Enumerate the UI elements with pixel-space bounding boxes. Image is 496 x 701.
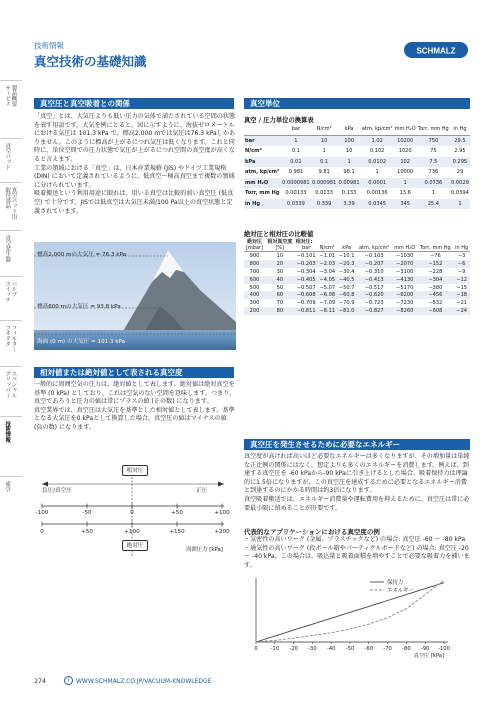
table2-cell: −10.1 (338, 252, 355, 259)
section-text-energy: 真空度が高ければ高いほど必要なエネルギーは多くなりますが、その増加量は単純な正比例の関係にはなく、想定よりも多くのエネルギーを消費します。例えば、到達する真空圧を -60 kPaから-90 kPaに引き上げるとした場合、吸着保持力は理論的に1.5倍になりますが、この真空圧を達成するために必要となるエネルギー消費と到達するのにかかる時間は約3倍になります。 真空吸着搬送では、エネルギー消費量や運転費用を抑えるために、真空圧は常に必要最小限に留めることが肝要です。 (244, 453, 470, 512)
chart-x-tick-label: -30 (308, 646, 317, 652)
table-row (244, 307, 470, 315)
table1-cell: 0.295 (450, 157, 470, 168)
table1-cell: 0.0029 (450, 178, 470, 189)
table-row (244, 167, 470, 178)
side-tab[interactable] (0, 366, 22, 416)
table1-cell: 750 (417, 135, 450, 146)
table2-cell: −0.517 (364, 284, 384, 291)
table2-cell: 80 (265, 307, 295, 315)
table2-cell: −7.09 (319, 300, 336, 307)
page-title: 真空技術の基礎知識 (34, 54, 147, 69)
table2-cell: 800 (244, 260, 265, 268)
table1-cell: 0.0736 (417, 178, 450, 189)
table2-cell: 900 (249, 252, 260, 259)
table1-cell: 1 (431, 190, 435, 197)
table1-cell: 10200 (394, 135, 417, 146)
table1-header-cell (244, 124, 281, 135)
footer-link[interactable]: WWW.SCHMALZ.CO.JP/VACUUM-KNOWLEDGE (76, 678, 212, 685)
table2-cell: −456 (417, 291, 453, 299)
table1-cell: 0.981 (288, 169, 304, 176)
table1-header-cell: atm, kp/cm² (361, 124, 394, 135)
table2-group-header: 相対圧: (295, 239, 313, 245)
table2-cell: −5170 (396, 284, 414, 291)
table1-cell: 3.39 (337, 199, 360, 210)
ambient-pressure-label: 周囲圧力 [kPa] (186, 547, 223, 553)
table1-header-cell: bar (281, 124, 311, 135)
table1-cell: 1.02 (361, 135, 394, 146)
table2-cell: −76 (429, 252, 441, 259)
table2-cell: 50 (276, 284, 284, 291)
chart-x-tick-label: 0 (254, 646, 258, 652)
table1-cell: 0.102 (369, 148, 385, 155)
table1-cell: 1 (450, 199, 470, 210)
table2-cell: −21 (456, 300, 468, 307)
table2-cell: −0.413 (356, 276, 392, 284)
side-tab[interactable] (0, 416, 22, 476)
chart-x-tick-label: -40 (326, 646, 336, 652)
table2-cell: −70.9 (338, 300, 355, 307)
table1-cell: 0.339 (311, 199, 338, 210)
side-tab-label: スペシャル グリッパー (4, 371, 17, 398)
table2-group-header: 絶対圧 (246, 239, 262, 245)
table2-cell: −6200 (392, 291, 417, 299)
side-tab[interactable] (0, 80, 22, 138)
chart-x-tick-label: -90 (420, 646, 430, 652)
absolute-pressure-box: 絶対圧 (122, 540, 148, 551)
table2-cell: 70 (276, 300, 284, 307)
table2-cell: −2070 (392, 260, 417, 268)
table1-cell: 10 (345, 148, 353, 155)
table2-cell: −18 (453, 291, 470, 299)
table2-cell: −0.304 (296, 268, 316, 275)
table-row (244, 146, 470, 157)
table2-cell: −8.11 (319, 308, 336, 315)
table1-header-cell: kPa (337, 124, 360, 135)
table2-cell: −0.405 (295, 276, 318, 284)
table2-cell: −0.507 (296, 284, 316, 291)
table2-cell: −0.310 (364, 268, 384, 275)
table2-cell: −0.620 (356, 291, 392, 299)
scale-tick-label: +50 (81, 529, 93, 535)
side-tab[interactable] (0, 138, 22, 182)
table1-cell: 0.0001 (361, 178, 394, 189)
application-item: ・気密性の高いワーク (金属、プラスチックなど) の場合: 真空圧 -60 ～ -80 kPa (244, 536, 466, 543)
table1-cell: 0.000981 (311, 178, 338, 189)
side-tab-label: 真空パッド用 取付部品 (4, 187, 17, 220)
table1-cell: 0.0394 (451, 190, 469, 197)
table1-header-cell: mm H₂O (394, 124, 417, 135)
scale-tick-label: +50 (171, 510, 183, 516)
scale-tick-label: +100 (124, 529, 140, 535)
table2-group-header: 相対真空度 (267, 239, 293, 245)
table2-cell: −6.08 (319, 292, 336, 299)
table1-cell: 75 (430, 148, 437, 155)
section-title-energy: 真空圧を発生させるために必要なエネルギー (244, 439, 470, 450)
table1-cell: 0.0000981 (281, 178, 311, 189)
chart-x-tick-label: -10 (270, 646, 280, 652)
section-title-vacuum-units: 真空単位 (244, 98, 470, 109)
table2-header-cell: mm H₂O (392, 245, 417, 252)
section-text-vacuum-relation: 「真空」とは、大気圧よりも低い圧力の気体で満たされている空間の状態を表す用語です。大気を例にとると、図に示すように、海抜ゼロメートルにおける気圧は 101.3 kPa で、標高2,000 mでは気圧は76.3 kPaしかありません。このように標高が上がるにつれ気圧は低くなります。これと同時に、単位空間での圧力状態で気圧が上がるにつれ空間の真空度が高くなると言えます。 工業の領域における「真空」は、日本産業規格 (JIS) やドイツ工業規格 (DIN) において定義されているように、低真空～極高真空まで複数の領域に分けられています。 吸着搬送という利用用途に限れば、用いる真空は比較的弱い真空圧 (低真空) で十分です。JISでは低真空は大気圧未満/100 Pa以上の真空状態と定義されています。 (34, 113, 236, 215)
table1-cell: 736 (428, 169, 439, 176)
table2-cell: −228 (428, 268, 443, 275)
chart-legend-label: エネルギー (387, 588, 414, 594)
svg-text:SCHMALZ: SCHMALZ (416, 46, 456, 56)
table1-cell: 29.5 (450, 135, 470, 146)
table2-cell: −24 (453, 307, 470, 315)
positive-pressure-label: 正圧 (196, 488, 208, 494)
table2-cell: 700 (249, 268, 260, 275)
table-row (244, 284, 470, 292)
side-tab-label: バルブ スイッチ (4, 281, 17, 303)
table2-cell: −3 (457, 252, 466, 259)
table2-header-cell: bar (295, 245, 318, 252)
table1-cell: N/cm² (245, 148, 262, 155)
table1-cell: 13.6 (399, 190, 411, 197)
chart-x-tick-label: -80 (402, 646, 411, 652)
table-row (244, 276, 470, 284)
applications-title: 代表的なアプリケーションにおける真空度の例 (244, 528, 380, 536)
chart-x-tick-label: -60 (364, 646, 374, 652)
table2-cell: −20.3 (338, 260, 355, 267)
scale-tick-label: 0 (40, 529, 44, 535)
table1-cell: 1 (281, 135, 311, 146)
table2-cell: −608 (417, 307, 453, 315)
table-row (244, 135, 470, 146)
table1-cell: bar (244, 135, 281, 146)
table2-cell: −81.0 (338, 308, 355, 315)
table1-cell: 102 (394, 157, 417, 168)
energy-chart (244, 574, 470, 658)
table1-cell: 7.5 (417, 157, 450, 168)
section-text-relative-absolute: 一般的に周囲空気の圧力は、絶対値として表します。絶対値は絶対真空を基準 (0 kPa) としており、これは空気のない空間を意味します。つまり、真空であろうと圧力の値は常にプラスの値 (正の数) になります。 真空業界では、真空圧は大気圧を基準とした相対値として表します。基準となる大気圧を0 kPaとして換算した場合、真空圧の値はマイナスの値 (負の数) になります。 (34, 381, 236, 431)
application-item: ・通気性の高いワーク (段ボール箱やパーティクルボードなど) の場合: 真空圧 -20 ～ -40 kPa。この場合は、吸込量と吸着面積を増やすことで必要な吸着力を補います。 (244, 544, 470, 569)
table-row (244, 268, 470, 276)
side-tab-label: フィルター コネクタ (4, 325, 17, 352)
table2-cell: −0.723 (364, 300, 384, 307)
side-tab[interactable] (0, 230, 22, 276)
side-tab-label: 技術情報 (4, 421, 11, 443)
info-icon: i (64, 676, 73, 685)
table2-cell: −12 (453, 276, 470, 284)
table1-cell: 345 (394, 199, 417, 210)
table2-cell: −2.03 (319, 260, 336, 267)
table2-cell: −532 (428, 300, 443, 307)
table2-cell: −5.07 (319, 284, 336, 291)
table2-cell: −1030 (396, 252, 414, 259)
table2-cell: 300 (249, 300, 260, 307)
table2-cell: 500 (249, 284, 260, 291)
unit-conversion-table-wrap (244, 124, 470, 209)
table-row (244, 299, 470, 307)
table2-header-cell: kPa (337, 245, 356, 252)
chart-x-label: 真空圧 [kPa] (413, 653, 444, 658)
table1-cell: 0.0133 (315, 190, 334, 197)
comparison-table-wrap (244, 238, 470, 315)
chart-x-tick-label: -50 (345, 646, 355, 652)
mountain-illustration (34, 242, 236, 350)
unit-conversion-table (244, 124, 470, 209)
side-tab-label: 索引 (4, 481, 11, 492)
section-title-relative-absolute: 相対値または絶対値として表される真空度 (34, 367, 234, 378)
table2-cell: −4130 (392, 276, 417, 284)
side-tab-label: 製品概要 サービス (4, 85, 17, 107)
table1-cell: 0.00981 (337, 178, 360, 189)
table2-cell: −0.811 (295, 307, 318, 315)
table-row (244, 157, 470, 168)
table1-cell: 1 (375, 169, 379, 176)
side-tab[interactable] (0, 276, 22, 320)
chart-x-tick-label: -70 (383, 646, 392, 652)
chart-x-tick-label: -100 (438, 646, 450, 652)
table1-cell: 0.0345 (361, 199, 394, 210)
table1-cell: 0.1 (311, 157, 338, 168)
side-tab[interactable] (0, 182, 22, 230)
page-number: 274 (34, 678, 47, 685)
chart-legend-label: 保持力 (387, 580, 404, 586)
table1-cell: Torr, mm Hg (245, 190, 280, 197)
table1-cell: 10000 (397, 169, 414, 176)
table1-cell: 100 (337, 135, 360, 146)
table1-cell: 0.1 (291, 148, 300, 155)
table2-cell: −0.207 (356, 260, 392, 268)
table2-cell: 40 (265, 276, 295, 284)
table-row (244, 199, 470, 210)
pressure-comparison-table (244, 238, 470, 315)
table2-cell: −0.103 (364, 252, 384, 259)
table-row (244, 260, 470, 268)
table2-cell: −1.01 (319, 252, 336, 259)
table1-cell: 0.00136 (366, 190, 388, 197)
side-tab-navigation (0, 80, 22, 600)
table1-cell: 0.0339 (281, 199, 311, 210)
table2-cell: −0.203 (295, 260, 318, 268)
scale-tick-label: 0 (130, 510, 134, 516)
table1-cell: 25.4 (417, 199, 450, 210)
section-title-vacuum-relation: 真空圧と真空吸着との関係 (34, 98, 234, 109)
table2-cell: 20 (265, 260, 295, 268)
table1-header-cell: in Hg (450, 124, 470, 135)
table1-cell: 98.1 (343, 169, 355, 176)
table2-cell: 30 (276, 268, 284, 275)
table2-title: 絶対圧と相対圧の比較値 (244, 231, 314, 238)
table2-cell: −152 (417, 260, 453, 268)
table2-cell: −4.05 (319, 276, 336, 283)
table2-cell: −0.827 (356, 307, 392, 315)
table1-cell: atm, kp/cm² (245, 169, 280, 176)
table2-cell: 400 (244, 291, 265, 299)
table2-cell: −7230 (396, 300, 414, 307)
table2-cell: −60.8 (338, 292, 355, 299)
table1-cell: 10 (311, 135, 338, 146)
table-row (244, 252, 470, 260)
table2-cell: −9 (457, 268, 466, 275)
table2-cell: −0.709 (296, 300, 316, 307)
table2-cell: −0.608 (295, 291, 318, 299)
table2-cell: −380 (428, 284, 443, 291)
table2-cell: −50.7 (338, 284, 355, 291)
table2-cell: −3100 (396, 268, 414, 275)
side-tab-label: 真空パッド (4, 143, 11, 170)
table2-header-cell: N/cm² (318, 245, 337, 252)
table2-header-cell: [%] (265, 245, 295, 252)
table2-cell: 60 (265, 291, 295, 299)
table1-cell: 1 (322, 148, 326, 155)
table1-cell: 0.0102 (361, 157, 394, 168)
table2-cell: 200 (244, 307, 265, 315)
altitude-600-label: 標高600 mの大気圧 = 93.8 kPa (37, 304, 121, 310)
table1-cell: in Hg (244, 199, 281, 210)
table1-cell: mm H₂O (244, 178, 281, 189)
schmalz-logo (404, 40, 468, 60)
table2-cell: −3.04 (319, 268, 336, 275)
side-tab[interactable] (0, 476, 22, 526)
scale-tick-label: +200 (214, 529, 230, 535)
table2-cell: −6 (453, 260, 470, 268)
side-tab[interactable] (0, 320, 22, 366)
table2-header-cell: Torr, mm Hg (417, 245, 453, 252)
table1-cell: 1020 (398, 148, 412, 155)
scale-tick-label: +150 (169, 529, 185, 535)
table2-cell: −8260 (392, 307, 417, 315)
relative-pressure-box: 相対圧 (122, 465, 148, 476)
table2-cell: −30.4 (338, 268, 355, 275)
side-tab-label: 真空発生器 (4, 235, 11, 262)
table1-cell: kPa (244, 157, 281, 168)
table1-cell: 1 (394, 178, 417, 189)
table2-header-cell: atm, kp/cm² (356, 245, 392, 252)
scale-tick-label: -50 (82, 510, 92, 516)
table2-header-cell: [mbar] (245, 245, 264, 251)
table2-cell: 600 (244, 276, 265, 284)
category-label: 技術情報 (34, 41, 64, 50)
table2-cell: −40.5 (338, 276, 355, 283)
table1-cell: 2.95 (454, 148, 466, 155)
table-row (244, 188, 470, 199)
scale-tick-label: +100 (214, 510, 230, 516)
table1-header-cell: N/cm² (311, 124, 338, 135)
table1-cell: 29 (456, 169, 464, 176)
table-row (244, 291, 470, 299)
table1-header-cell: Torr, mm Hg (417, 124, 450, 135)
table-row (244, 178, 470, 189)
table1-cell: 0.133 (341, 190, 357, 197)
chart-series-line (256, 583, 444, 642)
altitude-2000-label: 標高2,000 mの大気圧 = 76.3 kPa (37, 252, 127, 258)
scale-tick-label: -100 (35, 510, 49, 516)
table2-cell: −0.101 (296, 252, 316, 259)
table2-cell: −15 (456, 284, 468, 291)
table2-cell: −304 (417, 276, 453, 284)
negative-pressure-label: 負圧/真空圧 (42, 488, 72, 494)
applications-list (244, 536, 470, 570)
chart-x-tick-label: -20 (289, 646, 298, 652)
table1-cell: 1 (337, 157, 360, 168)
table1-cell: 0.01 (281, 157, 311, 168)
table1-cell: 0.00133 (285, 190, 307, 197)
table1-cell: 9.81 (318, 169, 330, 176)
sea-level-label: 海面 (0 m) の大気圧 = 101.3 kPa (37, 339, 126, 345)
table2-header-cell: in Hg (455, 245, 469, 251)
table2-cell: 10 (276, 252, 284, 259)
table1-title: 真空 / 圧力単位の換算表 (244, 117, 314, 124)
